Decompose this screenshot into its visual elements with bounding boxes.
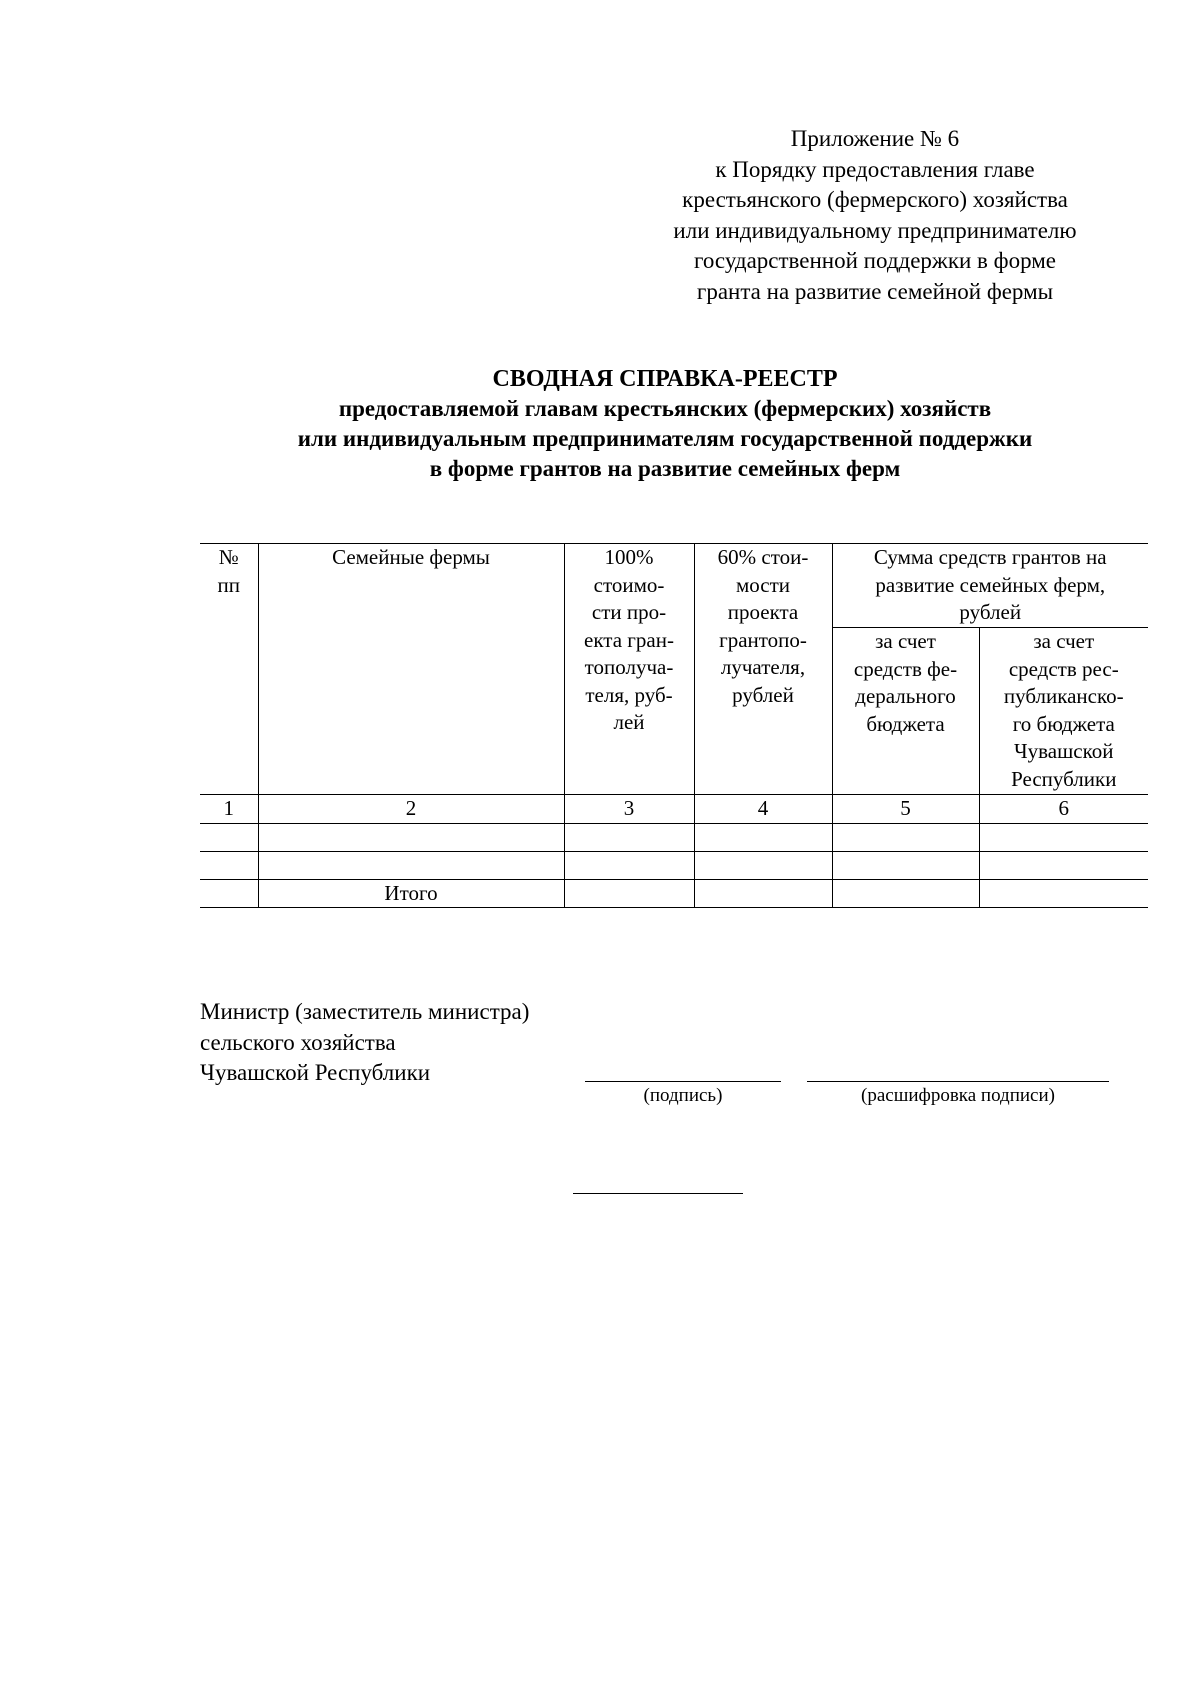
column-number: 3 <box>564 795 694 824</box>
table-cell[interactable] <box>258 851 564 879</box>
table-row <box>200 851 1148 879</box>
table-cell[interactable] <box>979 823 1148 851</box>
column-number: 1 <box>200 795 258 824</box>
appendix-line: гранта на развитие семейной фермы <box>696 278 1054 304</box>
header-cell-num: № пп <box>200 544 258 795</box>
column-number: 5 <box>832 795 979 824</box>
appendix-line: государственной поддержки в форме <box>694 248 1056 273</box>
header-row <box>200 544 1148 628</box>
column-number-row <box>200 795 1148 824</box>
column-number: 4 <box>694 795 832 824</box>
header-cell-federal: за счет средств фе- дерального бюджета <box>832 628 979 795</box>
header-cell-republic: за счет средств рес- публиканско- го бюджета Чувашской Республики <box>979 628 1148 795</box>
signer-block <box>200 997 529 1089</box>
table-cell[interactable] <box>564 823 694 851</box>
table-cell[interactable] <box>200 851 258 879</box>
table-cell[interactable] <box>200 823 258 851</box>
table-cell[interactable] <box>258 823 564 851</box>
registry-table <box>200 543 1148 908</box>
table-cell[interactable] <box>979 879 1148 908</box>
appendix-header <box>640 124 1110 307</box>
name-line[interactable] <box>807 1081 1109 1082</box>
table-cell <box>200 879 258 908</box>
table-row <box>200 823 1148 851</box>
table-cell[interactable] <box>694 851 832 879</box>
signature-line[interactable] <box>585 1081 781 1082</box>
appendix-line: или индивидуальному предпринимателю <box>673 217 1077 243</box>
signer-line: Чувашской Республики <box>200 1060 431 1085</box>
appendix-line: Приложение № 6 <box>790 126 960 151</box>
date-line[interactable] <box>573 1193 743 1194</box>
table-cell[interactable] <box>979 851 1148 879</box>
table-cell[interactable] <box>832 879 979 908</box>
appendix-line: к Порядку предоставления главе <box>715 156 1035 182</box>
subtitle-line: предоставляемой главам крестьянских (фермерских) хозяйств <box>338 396 992 421</box>
total-label: Итого <box>258 879 564 908</box>
subtitle-line: в форме грантов на развитие семейных ферм <box>429 456 901 481</box>
table-cell[interactable] <box>564 879 694 908</box>
column-number: 6 <box>979 795 1148 824</box>
header-cell-cost60: 60% стои- мости проекта грантопо- лучателя, рублей <box>694 544 832 795</box>
header-cell-sum: Сумма средств грантов на развитие семейных ферм, рублей <box>832 544 1148 628</box>
table-cell[interactable] <box>694 823 832 851</box>
signer-line: Министр (заместитель министра) <box>200 999 530 1024</box>
header-cell-cost100: 100% стоимо- сти про- екта гран- тополуча- теля, руб- лей <box>564 544 694 795</box>
total-row <box>200 879 1148 908</box>
header-cell-farms: Семейные фермы <box>258 544 564 795</box>
signer-line: сельского хозяйства <box>200 1029 396 1055</box>
table-cell[interactable] <box>694 879 832 908</box>
column-number: 2 <box>258 795 564 824</box>
subtitle-line: или индивидуальным предпринимателям государственной поддержки <box>297 426 1033 451</box>
main-title: СВОДНАЯ СПРАВКА-РЕЕСТР <box>492 366 838 392</box>
appendix-line: крестьянского (фермерского) хозяйства <box>682 187 1068 212</box>
signature-caption: (подпись) <box>643 1085 723 1106</box>
table-cell[interactable] <box>832 851 979 879</box>
table-cell[interactable] <box>832 823 979 851</box>
document-title <box>150 364 1180 484</box>
table-cell[interactable] <box>564 851 694 879</box>
name-caption: (расшифровка подписи) <box>861 1085 1055 1106</box>
